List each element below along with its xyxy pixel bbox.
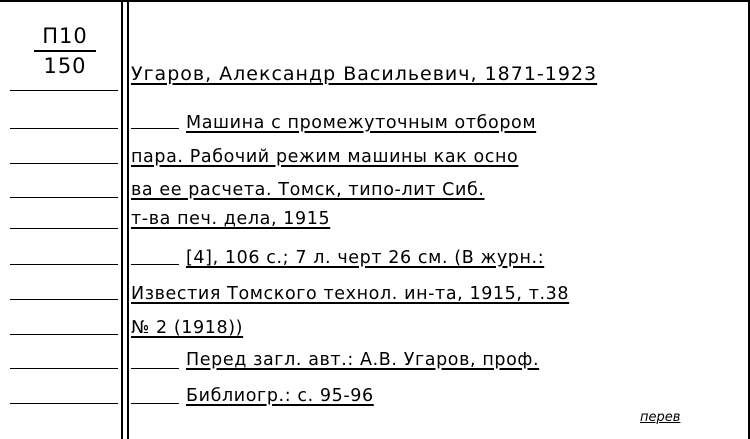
margin-ruled-line <box>10 403 118 404</box>
margin-rule-left <box>121 0 123 439</box>
corner-note: перев <box>640 410 681 425</box>
imprint-line: т-ва печ. дела, 1915 <box>131 209 331 229</box>
title-line: ва ее расчета. Томск, типо-лит Сиб. <box>131 180 485 200</box>
author-heading: Угаров, Александр Васильевич, 1871-1923 <box>131 63 598 85</box>
margin-ruled-line <box>10 228 118 229</box>
margin-ruled-line <box>10 264 118 265</box>
indent-dash <box>131 128 179 129</box>
title-line: пара. Рабочий режим машины как осно <box>131 147 519 167</box>
classification-mark <box>30 24 100 78</box>
title-line: Машина с промежуточным отбором <box>186 113 537 133</box>
card-border-top <box>0 0 750 2</box>
collation-line: [4], 106 с.; 7 л. черт 26 см. (В журн.: <box>186 248 545 268</box>
margin-ruled-line <box>10 334 118 335</box>
indent-dash <box>131 264 179 265</box>
indent-dash <box>131 368 179 369</box>
classification-top: П10 <box>42 24 88 48</box>
margin-ruled-line <box>10 299 118 300</box>
series-line: Известия Томского технол. ин-та, 1915, т.38 <box>131 284 570 304</box>
series-line: № 2 (1918)) <box>131 318 244 338</box>
bibliography-line: Библиогр.: с. 95-96 <box>186 386 374 406</box>
classification-fraction-bar <box>34 50 96 52</box>
note-line: Перед загл. авт.: А.В. Угаров, проф. <box>186 350 540 370</box>
margin-ruled-line <box>10 163 118 164</box>
margin-ruled-line <box>10 368 118 369</box>
margin-rule-right <box>127 0 129 439</box>
margin-ruled-line <box>10 90 118 91</box>
classification-bottom: 150 <box>43 54 87 78</box>
margin-ruled-line <box>10 128 118 129</box>
margin-ruled-line <box>10 197 118 198</box>
indent-dash <box>131 403 179 404</box>
